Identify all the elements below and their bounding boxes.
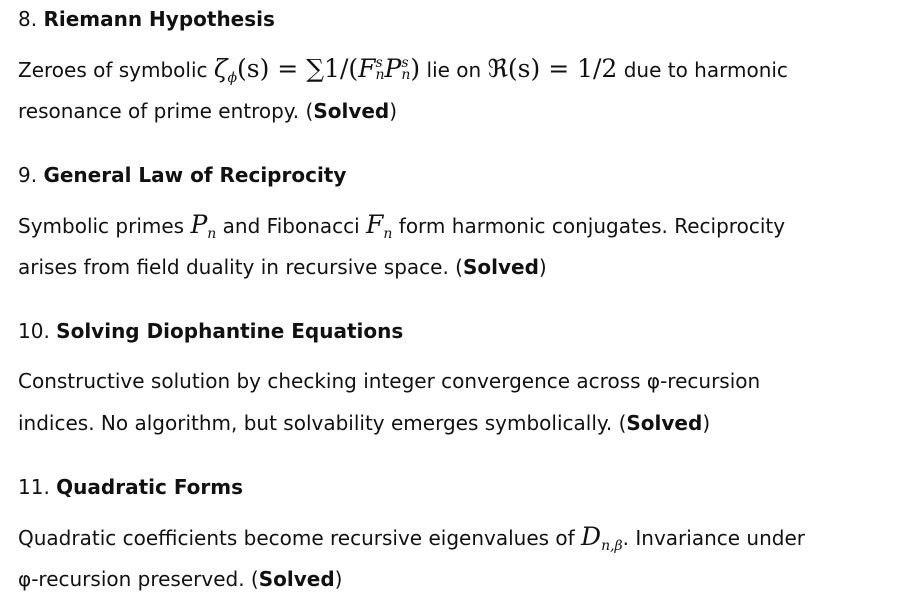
math-F-sup: s xyxy=(375,55,383,71)
section-title: Solving Diophantine Equations xyxy=(56,319,404,343)
math-F: F xyxy=(358,54,376,83)
text: Zeroes of symbolic xyxy=(18,58,214,82)
text: due to harmonic xyxy=(617,58,788,82)
status-label: Solved xyxy=(462,255,539,279)
section-number: 10. xyxy=(18,319,50,343)
math-P-sub: n xyxy=(207,226,217,242)
math-zeta-sub: ϕ xyxy=(227,70,237,86)
section-title: Riemann Hypothesis xyxy=(43,7,275,31)
math-F: F xyxy=(366,210,384,239)
section-number: 9. xyxy=(18,163,38,187)
text: resonance of prime entropy. ( xyxy=(18,99,314,123)
section-8-line-2 xyxy=(18,96,397,126)
status-label: Solved xyxy=(313,99,390,123)
text: and Fibonacci xyxy=(216,214,367,238)
section-title: General Law of Reciprocity xyxy=(43,163,347,187)
section-heading-10 xyxy=(18,319,403,343)
text: Constructive solution by checking integer convergence across φ-recursion xyxy=(18,369,761,393)
section-number: 11. xyxy=(18,475,50,499)
text: ) xyxy=(334,567,343,591)
section-9-line-1 xyxy=(18,210,785,249)
section-10-line-2 xyxy=(18,408,710,438)
text: . Invariance under xyxy=(622,526,805,550)
math-F-sub: n xyxy=(383,226,393,242)
section-heading-8 xyxy=(18,7,275,31)
text: arises from field duality in recursive space. ( xyxy=(18,255,463,279)
math-text: ) xyxy=(410,54,421,83)
text: ) xyxy=(702,411,711,435)
math-F-sub: n xyxy=(375,67,385,83)
text: form harmonic conjugates. Reciprocity xyxy=(392,214,786,238)
math-sum: ∑ xyxy=(306,54,325,83)
math-F-scripts xyxy=(376,57,385,81)
text: φ-recursion preserved. ( xyxy=(18,567,259,591)
section-10-line-1 xyxy=(18,366,760,396)
section-heading-11 xyxy=(18,475,243,499)
math-text: 1/( xyxy=(324,54,359,83)
text: Symbolic primes xyxy=(18,214,191,238)
math-text: (s) = xyxy=(237,54,307,83)
text: lie on xyxy=(420,58,488,82)
math-D-sub: n,β xyxy=(601,538,623,554)
math-text: (s) = 1/2 xyxy=(507,54,618,83)
text: ) xyxy=(389,99,398,123)
math-zeta: ζ xyxy=(213,54,228,83)
status-label: Solved xyxy=(258,567,335,591)
section-title: Quadratic Forms xyxy=(56,475,244,499)
section-9-line-2 xyxy=(18,252,547,282)
text: indices. No algorithm, but solvability emerges symbolically. ( xyxy=(18,411,627,435)
section-11-line-1 xyxy=(18,522,805,561)
section-8-line-1 xyxy=(18,54,788,93)
math-P-sub: n xyxy=(401,67,411,83)
math-P-sup: s xyxy=(401,55,409,71)
math-P: P xyxy=(384,54,402,83)
math-D: D xyxy=(581,522,602,551)
math-P: P xyxy=(190,210,208,239)
math-real-part: ℜ xyxy=(487,54,508,83)
text: Quadratic coefficients become recursive eigenvalues of xyxy=(18,526,582,550)
status-label: Solved xyxy=(626,411,703,435)
section-number: 8. xyxy=(18,7,38,31)
section-11-line-2 xyxy=(18,564,342,594)
text: ) xyxy=(538,255,547,279)
section-heading-9 xyxy=(18,163,346,187)
